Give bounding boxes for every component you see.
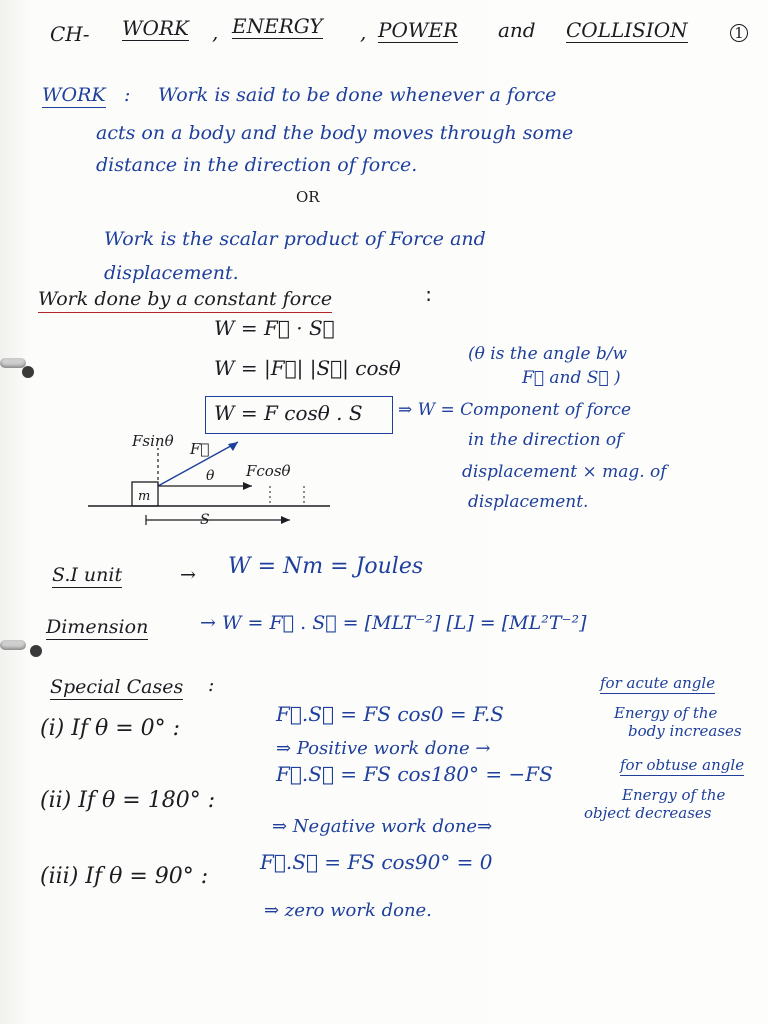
binder-ring <box>0 358 26 368</box>
component-explanation: in the direction of <box>468 430 623 450</box>
case-equation: F⃗.S⃗ = FS cos0 = F.S <box>276 702 504 726</box>
case-energy: Energy of the <box>622 786 726 804</box>
dimension-text: → W = F⃗ . S⃗ = [MLT⁻²] [L] = [ML²T⁻²] <box>200 612 587 634</box>
title-power: POWER <box>378 18 459 42</box>
binder-ring <box>0 640 26 650</box>
case-result: ⇒ Positive work done → <box>276 738 491 759</box>
definition-line: displacement. <box>104 262 239 284</box>
si-unit-text: W = Nm = Joules <box>228 554 424 579</box>
equation: W = F⃗ · S⃗ <box>214 316 335 340</box>
work-label-colon: : <box>124 84 131 106</box>
or-separator: OR <box>296 188 320 206</box>
case-equation: F⃗.S⃗ = FS cos180° = −FS <box>276 762 553 786</box>
dimension-label: Dimension <box>46 616 149 638</box>
case-note: for acute angle <box>600 674 716 692</box>
definition-line: acts on a body and the body moves through some <box>96 122 574 144</box>
work-label: WORK <box>42 84 106 106</box>
binder-hole <box>22 366 34 378</box>
component-explanation: ⇒ W = Component of force <box>398 400 632 420</box>
case-condition: (iii) If θ = 90° : <box>40 864 209 889</box>
title-ch: CH- <box>50 22 90 46</box>
title-work: WORK <box>122 16 189 40</box>
section-heading: Work done by a constant force <box>38 290 332 313</box>
force-label: F⃗ <box>190 440 210 458</box>
definition-line: Work is the scalar product of Force and <box>104 228 486 250</box>
mass-label: m <box>138 489 151 504</box>
title-and: and <box>498 18 536 42</box>
si-unit-label: S.I unit <box>52 564 123 586</box>
case-condition: (ii) If θ = 180° : <box>40 788 216 813</box>
displacement-arrowhead <box>281 516 290 524</box>
case-condition: (i) If θ = 0° : <box>40 716 181 741</box>
theta-label: θ <box>206 468 215 484</box>
component-explanation: displacement × mag. of <box>462 462 667 482</box>
fcos-label: Fcosθ <box>246 462 291 480</box>
equation: W = |F⃗| |S⃗| cosθ <box>214 356 401 380</box>
heading-colon: ∶ <box>426 284 432 308</box>
case-result: ⇒ zero work done. <box>264 900 432 921</box>
angle-note: F⃗ and S⃗ ) <box>522 368 621 388</box>
boxed-equation-text: W = F cosθ . S <box>214 401 363 425</box>
definition-line: distance in the direction of force. <box>96 154 418 176</box>
case-energy: object decreases <box>584 804 712 822</box>
special-cases-heading: Special Cases <box>50 676 184 698</box>
horizontal-arrowhead <box>243 482 252 490</box>
special-cases-colon: : <box>208 674 215 696</box>
component-explanation: displacement. <box>468 492 589 512</box>
case-energy: Energy of the <box>614 704 718 722</box>
angle-note: (θ is the angle b/w <box>468 344 628 364</box>
binder-hole <box>30 645 42 657</box>
case-equation: F⃗.S⃗ = FS cos90° = 0 <box>260 850 493 874</box>
force-diagram <box>80 420 340 530</box>
case-energy: body increases <box>628 722 742 740</box>
title-collision: COLLISION <box>566 18 688 42</box>
case-result: ⇒ Negative work done⇒ <box>272 816 493 837</box>
si-unit-arrow: → <box>180 564 196 586</box>
case-note: for obtuse angle <box>620 756 745 774</box>
definition-line: Work is said to be done whenever a force <box>158 84 557 106</box>
fsin-label: Fsinθ <box>132 432 174 450</box>
displacement-label: S <box>200 512 210 528</box>
title-energy: ENERGY <box>232 14 323 38</box>
page-number: 1 <box>730 24 748 42</box>
title-sep: , <box>212 20 219 44</box>
title-sep: , <box>360 20 367 44</box>
